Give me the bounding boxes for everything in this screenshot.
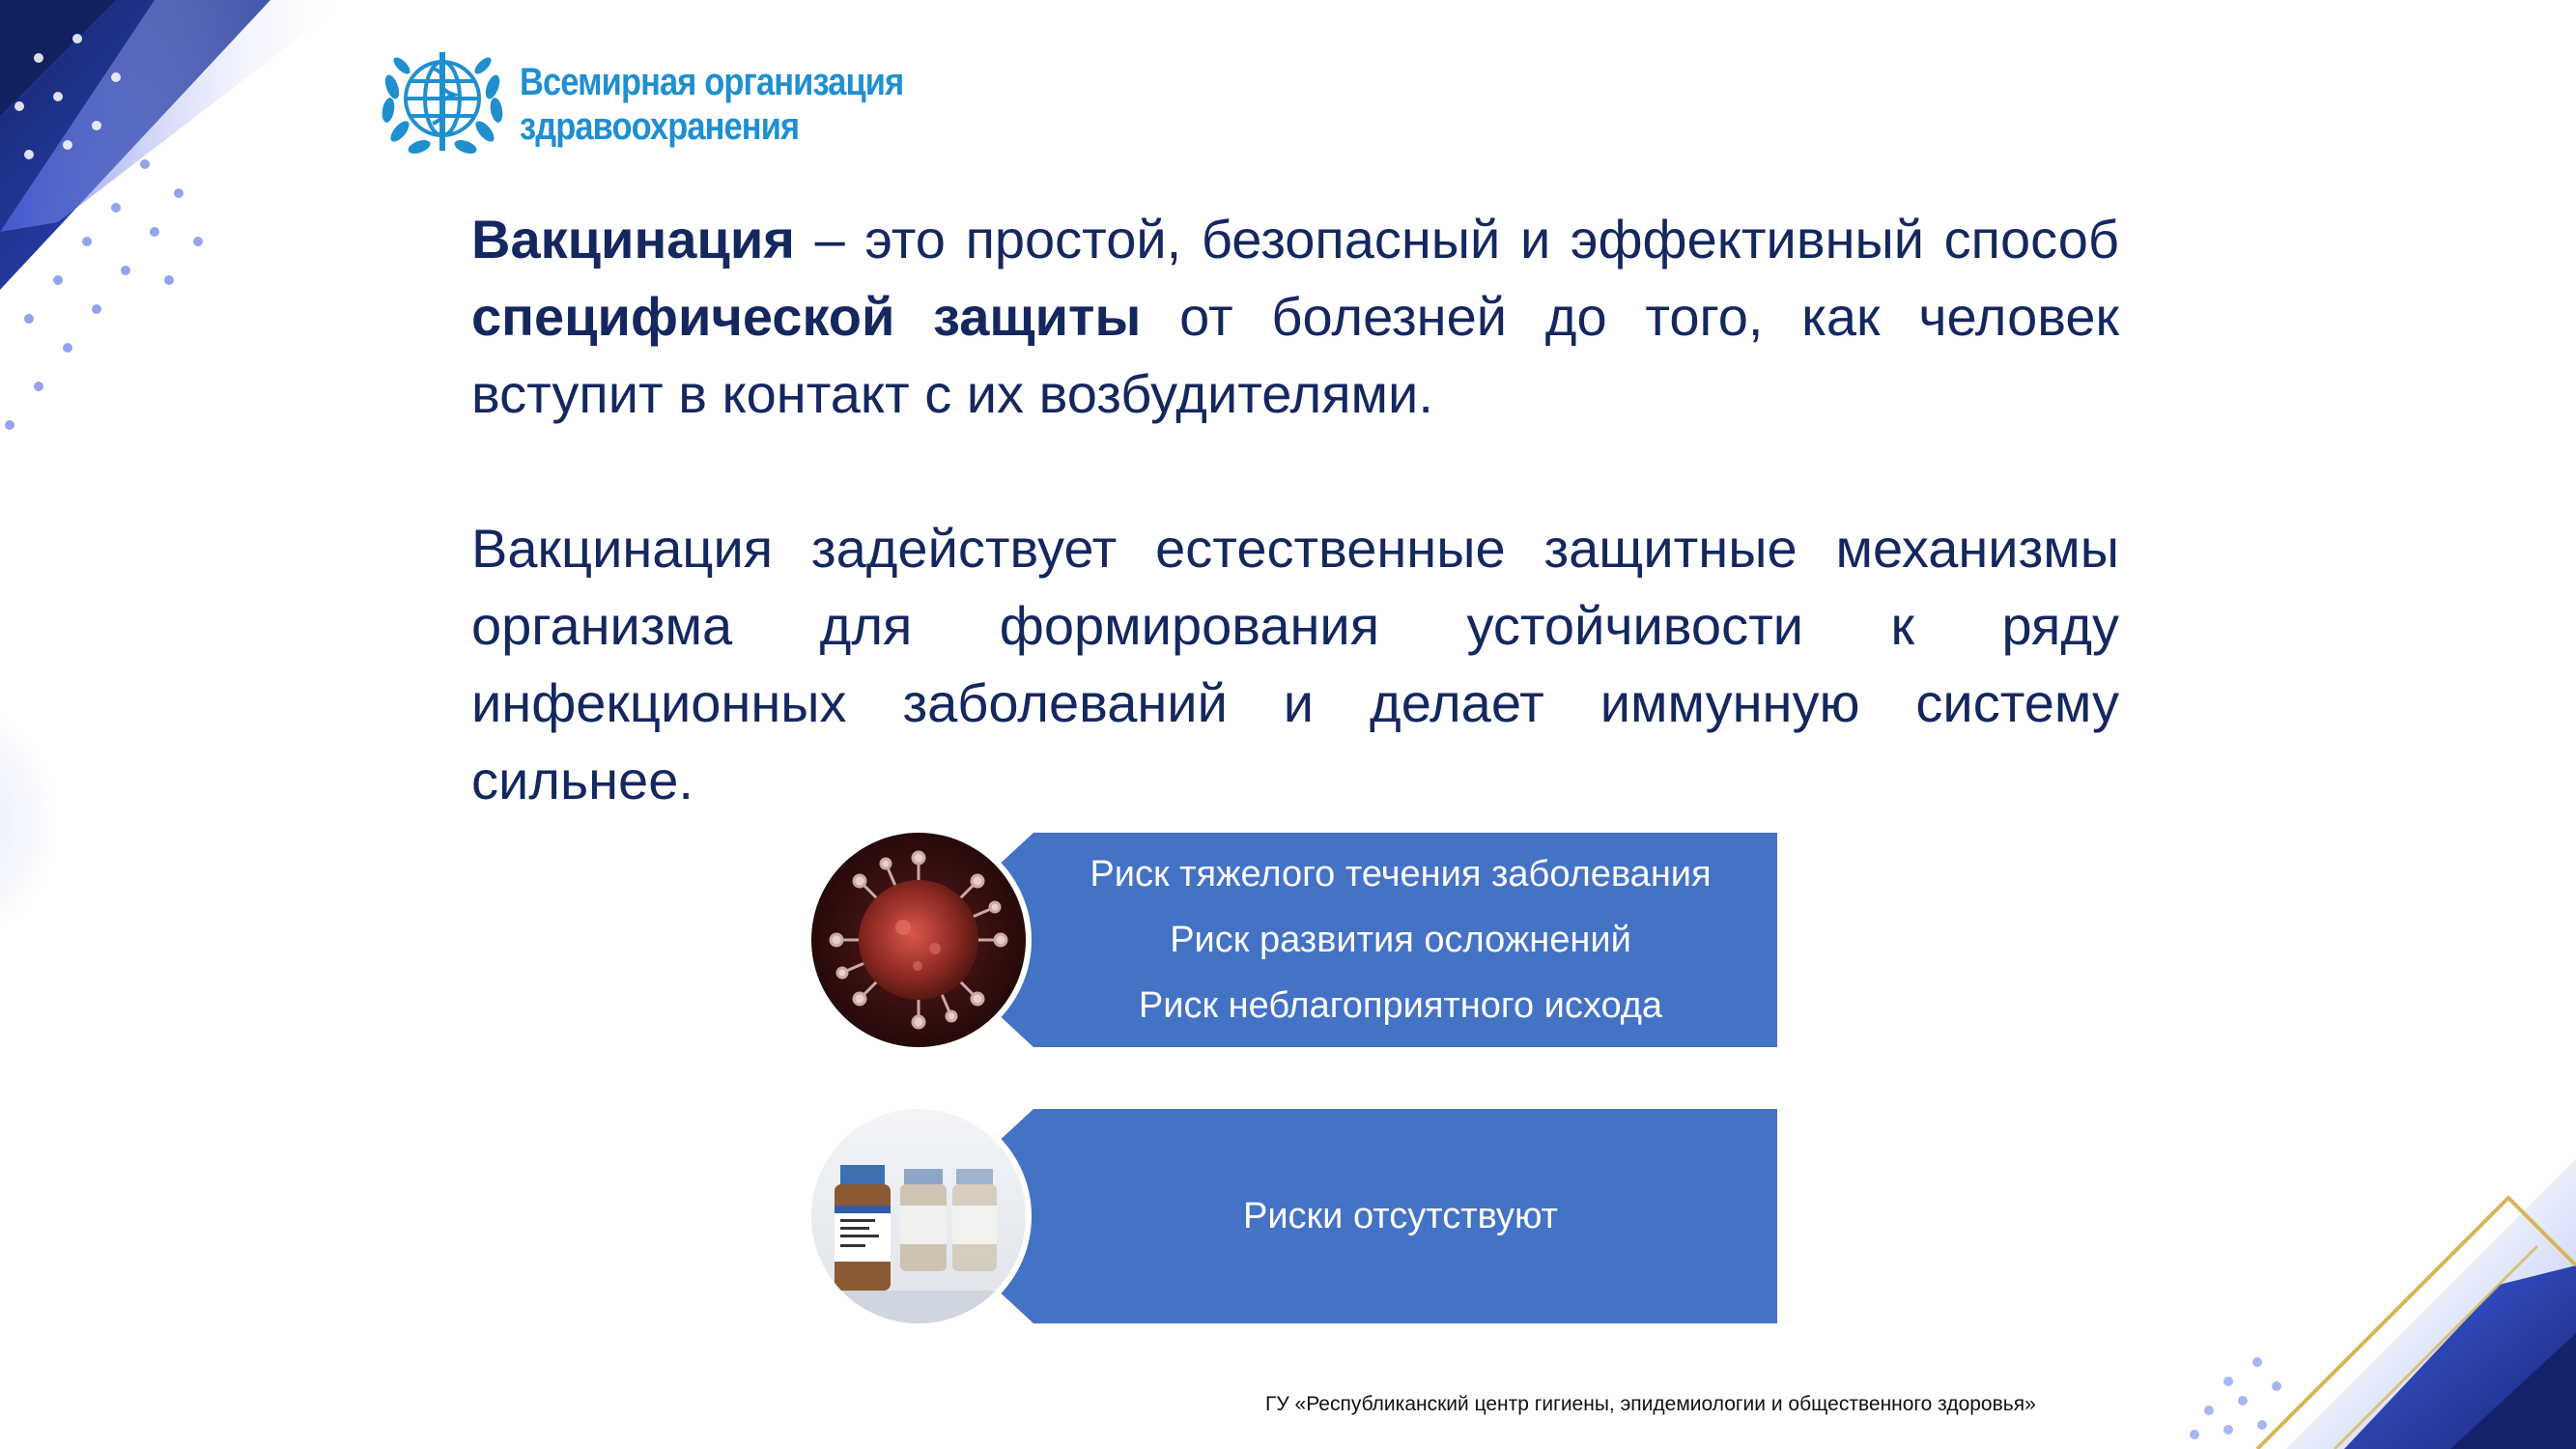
who-logo: [375, 39, 904, 164]
virus-image: [811, 833, 1026, 1047]
vaccination-definition-paragraph: [471, 201, 2119, 433]
left-glow-decoration: [0, 696, 58, 947]
risk-item-unfavorable-outcome: Риск неблагоприятного исхода: [1138, 985, 1663, 1026]
logo-line-2: здравоохранения: [520, 105, 800, 148]
risk-row-disease: [811, 833, 1777, 1047]
risk-item-complications: Риск развития осложнений: [1170, 920, 1631, 960]
vaccine-vials-icon: [811, 1109, 1026, 1323]
bold-specific-protection: специфической защиты: [471, 286, 1142, 347]
corner-decoration-top-left: [0, 0, 415, 464]
paragraph1-text-a: – это простой, безопасный и эффективный способ: [794, 209, 2119, 270]
risk-item-severe-course: Риск тяжелого течения заболевания: [1090, 854, 1712, 895]
risk-row-vaccinated: [811, 1109, 1777, 1323]
who-logo-text: [520, 60, 903, 149]
bold-lead-vaccination: Вакцинация: [471, 209, 795, 270]
no-risk-list: [1053, 1109, 1748, 1323]
logo-line-1: Всемирная организация: [520, 61, 904, 103]
no-risk-item: Риски отсутствуют: [1242, 1196, 1559, 1236]
who-emblem-icon: [375, 39, 510, 164]
corner-decoration-bottom-right: [2170, 1043, 2576, 1449]
vaccination-mechanism-paragraph: Вакцинация задействует естественные защитные механизмы организма для формирования устойчивости к ряду инфекционных заболеваний и делает иммунную систему сильнее.: [471, 518, 2119, 810]
vaccine-vials-image: [811, 1109, 1026, 1323]
risk-list: [1053, 833, 1748, 1047]
virus-icon: [811, 833, 1026, 1047]
paragraph1-text-b: от болезней до того, как человек вступит в контакт с их возбудителями.: [471, 286, 2119, 424]
footer-organization: ГУ «Республиканский центр гигиены, эпидемиологии и общественного здоровья»: [1265, 1393, 2036, 1415]
